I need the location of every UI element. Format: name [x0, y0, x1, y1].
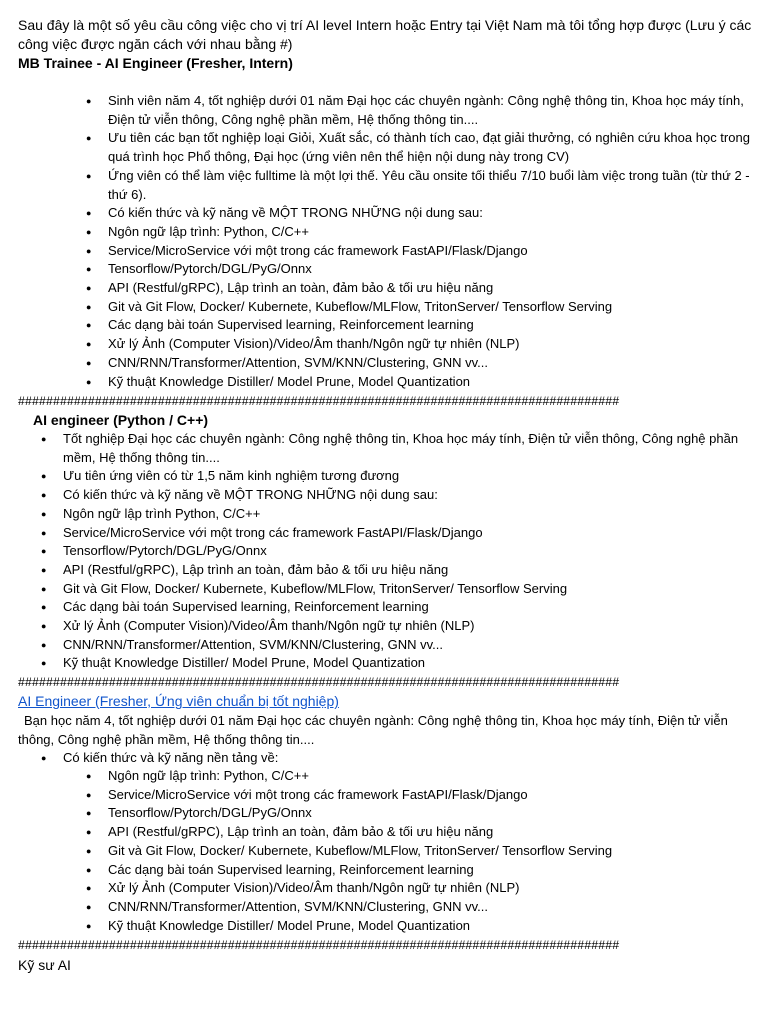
list-item: ● Các dạng bài toán Supervised learning, Reinforcement learning — [86, 861, 752, 880]
list-item: ● API (Restful/gRPC), Lập trình an toàn, đảm bảo & tối ưu hiệu năng — [41, 561, 753, 580]
list-item: ● Có kiến thức và kỹ năng về MỘT TRONG NHỮNG nội dung sau: — [86, 204, 752, 223]
section2-title: AI engineer (Python / C++) — [33, 412, 209, 428]
section2-list — [41, 430, 753, 673]
list-item: ● Có kiến thức và kỹ năng về MỘT TRONG NHỮNG nội dung sau: — [41, 486, 753, 505]
list-item: ● Git và Git Flow, Docker/ Kubernete, Kubeflow/MLFlow, TritonServer/ Tensorflow Serving — [86, 842, 752, 861]
list-item: ● Service/MicroService với một trong các framework FastAPI/Flask/Django — [86, 242, 752, 261]
list-item: ● Tensorflow/Pytorch/DGL/PyG/Onnx — [41, 542, 753, 561]
next-section-title: Kỹ sư AI — [18, 957, 71, 973]
list-item: ● CNN/RNN/Transformer/Attention, SVM/KNN/Clustering, GNN vv... — [41, 636, 753, 655]
list-item: ● Xử lý Ảnh (Computer Vision)/Video/Âm thanh/Ngôn ngữ tự nhiên (NLP) — [86, 335, 752, 354]
list-item: ● CNN/RNN/Transformer/Attention, SVM/KNN/Clustering, GNN vv... — [86, 354, 752, 373]
separator-line: ###################################################################################### — [18, 675, 620, 689]
list-item: ● Xử lý Ảnh (Computer Vision)/Video/Âm thanh/Ngôn ngữ tự nhiên (NLP) — [86, 879, 752, 898]
list-item: ● Ngôn ngữ lập trình: Python, C/C++ — [86, 767, 752, 786]
list-item: ● Tensorflow/Pytorch/DGL/PyG/Onnx — [86, 804, 752, 823]
list-item: ● Ngôn ngữ lập trình: Python, C/C++ — [86, 223, 752, 242]
intro-text: Sau đây là một số yêu cầu công việc cho vị trí AI level Intern hoặc Entry tại Việt Nam mà tôi tổng hợp được (Lưu ý các công việc được ngăn cách với nhau bằng #) — [18, 17, 752, 52]
list-item: ● Tốt nghiệp Đại học các chuyên ngành: Công nghệ thông tin, Khoa học máy tính, Điện tử viễn thông, Công nghệ phần mềm, Hệ thống thông tin.... — [41, 430, 753, 467]
list-item: ● API (Restful/gRPC), Lập trình an toàn, đảm bảo & tối ưu hiệu năng — [86, 279, 752, 298]
list-item: ● Có kiến thức và kỹ năng nền tảng về: — [41, 749, 753, 768]
section3-list — [86, 767, 752, 935]
separator-line: ###################################################################################### — [18, 394, 620, 408]
section3-lead-list — [41, 749, 753, 768]
list-item: ● API (Restful/gRPC), Lập trình an toàn, đảm bảo & tối ưu hiệu năng — [86, 823, 752, 842]
section1-list — [86, 92, 752, 391]
list-item: ● Các dạng bài toán Supervised learning, Reinforcement learning — [41, 598, 753, 617]
section3-title-link[interactable]: AI Engineer (Fresher, Ứng viên chuẩn bị tốt nghiệp) — [18, 693, 339, 709]
section3-paragraph: Bạn học năm 4, tốt nghiệp dưới 01 năm Đại học các chuyên ngành: Công nghệ thông tin, Khoa học máy tính, Điện tử viễn thông, Công nghệ phần mềm, Hệ thống thông tin.... — [18, 713, 728, 747]
list-item: ● Sinh viên năm 4, tốt nghiệp dưới 01 năm Đại học các chuyên ngành: Công nghệ thông tin, Khoa học máy tính, Điện tử viễn thông, Công nghệ phần mềm, Hệ thống thông tin.... — [86, 92, 752, 129]
list-item: ● Các dạng bài toán Supervised learning, Reinforcement learning — [86, 316, 752, 335]
list-item: ● CNN/RNN/Transformer/Attention, SVM/KNN/Clustering, GNN vv... — [86, 898, 752, 917]
list-item: ● Ngôn ngữ lập trình Python, C/C++ — [41, 505, 753, 524]
list-item: ● Kỹ thuật Knowledge Distiller/ Model Prune, Model Quantization — [86, 373, 752, 392]
list-item: ● Service/MicroService với một trong các framework FastAPI/Flask/Django — [41, 524, 753, 543]
list-item: ● Ưu tiên ứng viên có từ 1,5 năm kinh nghiệm tương đương — [41, 467, 753, 486]
list-item: ● Tensorflow/Pytorch/DGL/PyG/Onnx — [86, 260, 752, 279]
section1-title: MB Trainee - AI Engineer (Fresher, Intern) — [18, 55, 293, 71]
list-item: ● Service/MicroService với một trong các framework FastAPI/Flask/Django — [86, 786, 752, 805]
list-item: ● Xử lý Ảnh (Computer Vision)/Video/Âm thanh/Ngôn ngữ tự nhiên (NLP) — [41, 617, 753, 636]
list-item: ● Git và Git Flow, Docker/ Kubernete, Kubeflow/MLFlow, TritonServer/ Tensorflow Serving — [86, 298, 752, 317]
list-item: ● Ứng viên có thể làm việc fulltime là một lợi thế. Yêu cầu onsite tối thiểu 7/10 buổi làm việc trong tuần (từ thứ 2 - thứ 6). — [86, 167, 752, 204]
list-item: ● Ưu tiên các bạn tốt nghiệp loại Giỏi, Xuất sắc, có thành tích cao, đạt giải thưởng, có nghiên cứu khoa học trong quá trình học Phổ thông, Đại học (ứng viên nên thể hiện nội dung này trong CV) — [86, 129, 752, 166]
list-item: ● Kỹ thuật Knowledge Distiller/ Model Prune, Model Quantization — [86, 917, 752, 936]
list-item: ● Git và Git Flow, Docker/ Kubernete, Kubeflow/MLFlow, TritonServer/ Tensorflow Serving — [41, 580, 753, 599]
separator-line: ###################################################################################### — [18, 938, 620, 952]
list-item: ● Kỹ thuật Knowledge Distiller/ Model Prune, Model Quantization — [41, 654, 753, 673]
